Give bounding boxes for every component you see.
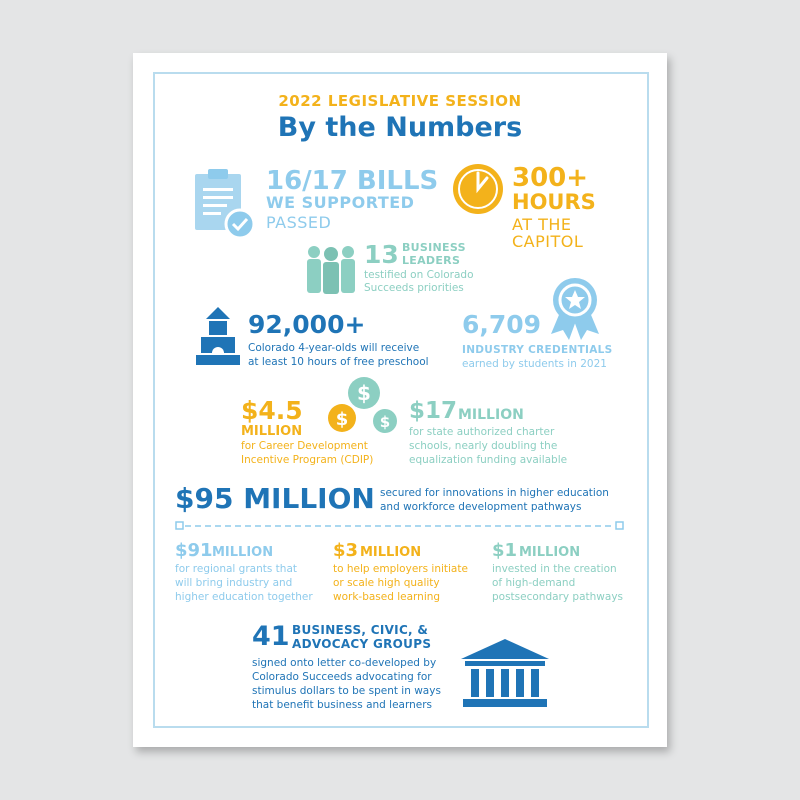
bills-label: WE SUPPORTED <box>266 193 415 212</box>
breakdown-1-unit: MILLION <box>212 545 274 560</box>
leaders-number: 13 <box>364 240 399 269</box>
breakdown-2-number: $3 <box>333 540 359 561</box>
svg-text:$: $ <box>335 409 349 430</box>
preschool-desc-1: Colorado 4-year-olds will receive <box>248 342 420 354</box>
hours-number: 300+ <box>512 163 589 193</box>
groups-desc-2: Colorado Succeeds advocating for <box>252 671 432 683</box>
breakdown-2-desc-2: or scale high quality <box>333 577 440 589</box>
breakdown-2-unit: MILLION <box>360 545 422 560</box>
page-title: By the Numbers <box>277 112 523 143</box>
innovation-desc-2: and workforce development pathways <box>380 501 582 513</box>
breakdown-3-desc-2: of high-demand <box>492 577 576 589</box>
svg-text:$: $ <box>357 381 371 405</box>
cdip-unit: MILLION <box>241 424 303 439</box>
innovation-desc-1: secured for innovations in higher education <box>380 487 609 499</box>
groups-number: 41 <box>252 621 290 652</box>
coins-icon <box>327 376 413 438</box>
leaders-desc-2: Succeeds priorities <box>364 282 464 294</box>
credentials-label: INDUSTRY CREDENTIALS <box>462 344 613 356</box>
credentials-desc: earned by students in 2021 <box>462 358 607 370</box>
charter-desc-1: for state authorized charter <box>409 426 555 438</box>
groups-label-2: ADVOCACY GROUPS <box>292 637 432 651</box>
breakdown-3-desc-3: postsecondary pathways <box>492 591 624 603</box>
dashed-divider <box>175 521 625 531</box>
breakdown-3-desc-1: invested in the creation <box>492 563 617 575</box>
charter-unit: MILLION <box>458 407 524 423</box>
breakdown-1-desc-3: higher education together <box>175 591 313 603</box>
bills-status: PASSED <box>266 213 332 232</box>
groups-desc-3: stimulus dollars to be spent in ways <box>252 685 441 697</box>
leaders-desc-1: testified on Colorado <box>364 269 474 281</box>
leaders-label-1: BUSINESS <box>402 241 466 254</box>
charter-number: $17 <box>409 398 458 424</box>
innovation-number: $95 MILLION <box>175 482 375 515</box>
people-icon <box>302 244 360 294</box>
award-ribbon-icon <box>547 276 603 340</box>
clock-icon <box>452 163 504 215</box>
groups-desc-4: that benefit business and learners <box>252 699 433 711</box>
preschool-number: 92,000+ <box>248 310 366 339</box>
credentials-number: 6,709 <box>462 310 542 339</box>
breakdown-2-desc-3: work-based learning <box>333 591 441 603</box>
capitol-building-icon <box>459 639 551 709</box>
bills-number: 16/17 BILLS <box>266 166 439 196</box>
cdip-desc-1: for Career Development <box>241 440 368 452</box>
breakdown-1-number: $91 <box>175 540 213 561</box>
leaders-label-2: LEADERS <box>402 254 461 267</box>
breakdown-3-number: $1 <box>492 540 518 561</box>
clipboard-check-icon <box>193 168 255 240</box>
hours-line-3: AT THE <box>512 215 572 234</box>
hours-label: HOURS <box>512 190 596 214</box>
groups-desc-1: signed onto letter co-developed by <box>252 657 437 669</box>
breakdown-1-desc-1: for regional grants that <box>175 563 297 575</box>
charter-desc-3: equalization funding available <box>409 454 568 466</box>
svg-text:$: $ <box>379 413 391 431</box>
session-kicker: 2022 LEGISLATIVE SESSION <box>278 92 522 110</box>
cdip-desc-2: Incentive Program (CDIP) <box>241 454 374 466</box>
charter-desc-2: schools, nearly doubling the <box>409 440 558 452</box>
breakdown-1-desc-2: will bring industry and <box>175 577 293 589</box>
building-blocks-icon <box>196 307 240 367</box>
hours-line-4: CAPITOL <box>512 232 584 251</box>
cdip-number: $4.5 <box>241 396 303 425</box>
breakdown-3-unit: MILLION <box>519 545 581 560</box>
preschool-desc-2: at least 10 hours of free preschool <box>248 356 429 368</box>
groups-label-1: BUSINESS, CIVIC, & <box>292 623 429 637</box>
breakdown-2-desc-1: to help employers initiate <box>333 563 468 575</box>
